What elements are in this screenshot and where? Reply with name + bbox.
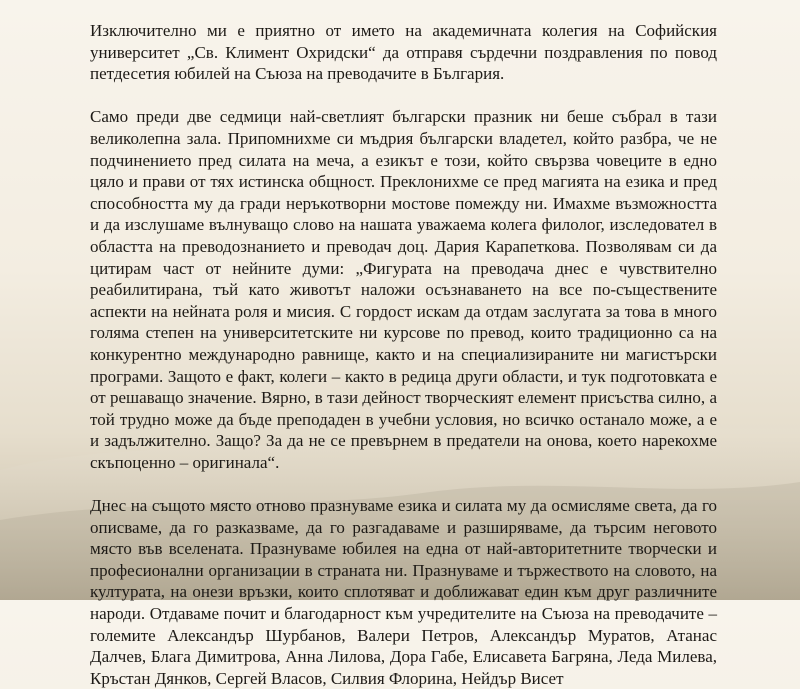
paragraph-celebration: Днес на същото място отново празнуваме езика и силата му да осмисляме света, да го описваме, да го разказваме, да го разгадаваме и разширяваме, да търсим неговото място във вселената. Празнуваме юбилея на една от най-авторитетните творчески и професионални организации в страната ни. Празнуваме и тържеството на словото, на културата, на онези връзки, които сплотяват и доближават един към друг различните народи. Отдаваме почит и благодарност към учредителите на Съюза на преводачите – големите Александър Шурбанов, Валери Петров, Александър Муратов, Атанас Далчев, Блага Димитрова, Анна Лилова, Дора Габе, Елисавета Багряна, Леда Милева, Кръстан Дянков, Сергей Власов, Силвия Флорина, Нейдър Висет bbox=[90, 496, 717, 688]
paragraph-recollection: Само преди две седмици най-светлият български празник ни беше събрал в тази великолепна зала. Припомнихме си мъдрия български владетел, който разбра, че не подчинението пред силата на меча, а езикът е този, който свързва човеците в едно цяло и прави от тях истинска общност. Преклонихме се пред магията на езика и пред способността му да гради неръкотворни мостове помежду ни. Имахме възможността и да изслушаме вълнуващо слово на нашата уважаема колега филолог, изследовател в областта на преводознанието и преводач доц. Дария Карапеткова. Позволявам си да цитирам част от нейните думи: „Фигурата на преводача днес е чувствително реабилитирана, тъй като животът наложи осъзнаването на все по-съществените аспекти на нейната роля и мисия. С гордост искам да отдам заслугата за това в много голяма степен на университетските ни курсове по превод, които традиционно са на конкурентно международно равнище, както и на специализираните ни магистърски програми. Защото е факт, колеги – както в редица други области, и тук подготовката е от решаващо значение. Вярно, в тази дейност творческият елемент присъства силно, а той трудно може да бъде преподаден в учебни условия, но всичко останало може, а е и задължително. Защо? За да не се превърнем в предатели на онова, което нарекохме скъпоценно – оригинала“. bbox=[90, 107, 717, 472]
paragraph-greeting: Изключително ми е приятно от името на академичната колегия на Софийския университет „Св. Климент Охридски“ да отправя сърдечни поздравления по повод петдесетия юбилей на Съюза на преводачите в България. bbox=[90, 21, 717, 84]
document-body bbox=[90, 20, 717, 689]
